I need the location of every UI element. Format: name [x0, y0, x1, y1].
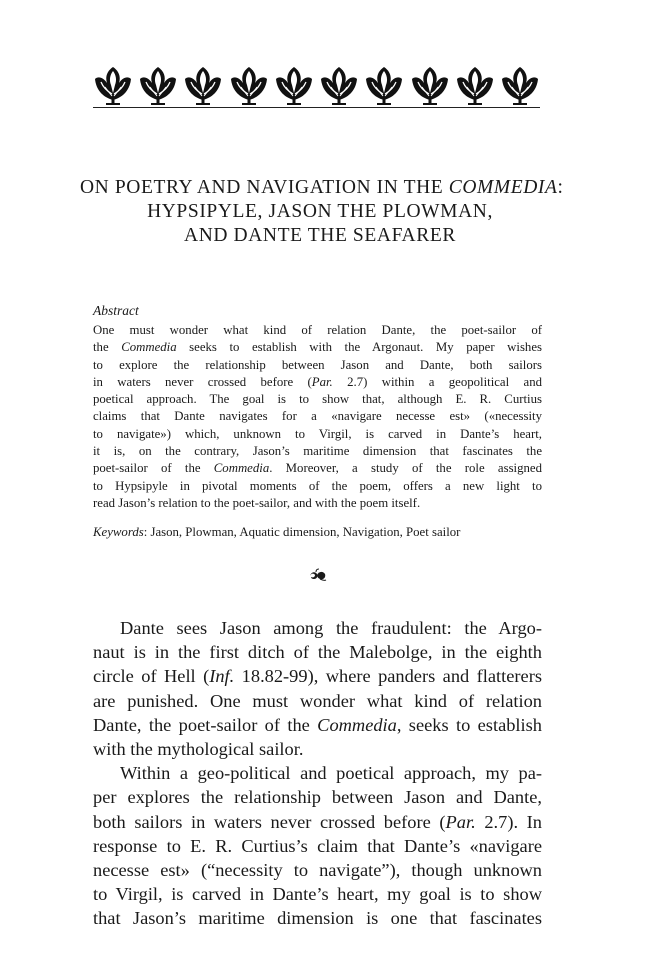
abstract-line — [93, 478, 542, 495]
title-line-1 — [80, 176, 564, 200]
body-line — [93, 689, 542, 713]
text-segment: Within a geo-political and poetical approach, my pa- — [120, 763, 542, 784]
lotus-flower-ornament-icon — [319, 63, 359, 105]
lotus-flower-ornament-icon — [274, 63, 314, 105]
article-title — [80, 176, 564, 248]
text-segment: to navigate») which, unknown to Virgil, is carved in Dante’s heart, — [93, 426, 542, 441]
title-line-1-italic: COMMEDIA — [448, 177, 558, 198]
text-segment: One must wonder what kind of relation Dante, the poet-sailor of — [93, 323, 542, 337]
body-line — [93, 882, 542, 906]
abstract-line — [93, 322, 542, 339]
abstract-line — [93, 391, 542, 408]
text-segment: Dante sees Jason among the fraudulent: the Argo- — [120, 618, 542, 638]
title-line-3: AND DANTE THE SEAFARER — [184, 225, 456, 246]
body-line — [93, 858, 542, 882]
lotus-flower-ornament-icon — [183, 63, 223, 105]
text-segment: , seeks to establish — [396, 714, 543, 735]
body-line — [93, 640, 542, 664]
abstract-text — [93, 322, 542, 512]
italic-term: Commedia — [121, 340, 177, 355]
abstract-line — [93, 374, 542, 391]
lotus-flower-ornament-icon — [500, 63, 540, 105]
keywords-text: : Jason, Plowman, Aquatic dimension, Navigation, Poet sailor — [143, 525, 461, 539]
ornament-band — [93, 60, 540, 105]
text-segment: Dante, the poet-sailor of the — [93, 714, 318, 735]
text-segment: to Virgil, is carved in Dante’s heart, my goal is to show — [93, 884, 542, 905]
lotus-flower-ornament-icon — [93, 63, 133, 105]
italic-term: Par. — [445, 811, 476, 832]
abstract-line — [93, 339, 542, 356]
text-segment: . Moreover, a study of the role assigned — [269, 461, 542, 476]
title-line-1-text: ON POETRY AND NAVIGATION IN THE — [80, 177, 449, 198]
text-segment: both sailors in waters never crossed before ( — [93, 811, 446, 832]
abstract-line — [93, 443, 542, 460]
abstract-line — [93, 357, 542, 374]
text-segment: poet-sailor of the — [93, 461, 214, 476]
text-segment: it is, on the contrary, Jason’s maritime dimension that fascinates the — [93, 444, 542, 459]
text-segment: that Jason’s maritime dimension is one that fascinates — [93, 908, 542, 929]
body-line — [93, 616, 542, 640]
text-segment: naut is in the first ditch of the Malebolge, in the eighth — [93, 642, 542, 663]
body-line — [93, 664, 542, 688]
text-segment: necesse est» (“necessity to navigate”), though unknown — [93, 860, 542, 881]
text-segment: 18.82-99), where panders and flatterers — [234, 666, 543, 687]
keywords — [93, 524, 542, 541]
body-line — [93, 834, 542, 858]
body-line — [93, 785, 542, 809]
lotus-flower-ornament-icon — [229, 63, 269, 105]
text-segment: the — [93, 340, 122, 355]
text-segment: to Hypsipyle in pivotal moments of the poem, offers a new light to — [93, 478, 542, 493]
text-segment: are punished. One must wonder what kind of relation — [93, 690, 542, 711]
abstract-line — [93, 408, 542, 425]
abstract-label: Abstract — [93, 303, 139, 318]
lotus-flower-ornament-icon — [455, 63, 495, 105]
text-segment: seeks to establish with the Argonaut. My paper wishes — [176, 340, 542, 355]
lotus-flower-ornament-icon — [410, 63, 450, 105]
text-segment: response to E. R. Curtius’s claim that Dante’s «navigare — [93, 835, 542, 856]
abstract-line — [93, 460, 542, 477]
italic-term: Par. — [311, 374, 333, 389]
text-segment: 2.7). In — [475, 811, 543, 832]
hedera-fleuron-icon — [308, 567, 328, 583]
italic-term: Commedia — [317, 714, 397, 735]
lotus-flower-ornament-icon — [138, 63, 178, 105]
text-segment: to explore the relationship between Jason and Dante, both sailors — [93, 357, 542, 372]
text-segment: with the mythological sailor. — [93, 739, 304, 760]
body-line — [93, 810, 542, 834]
lotus-flower-ornament-icon — [364, 63, 404, 105]
header-rule — [93, 107, 540, 108]
text-segment: poetical approach. The goal is to show that, although E. R. Curtius — [93, 392, 542, 407]
text-segment: per explores the relationship between Jason and Dante, — [93, 787, 542, 808]
text-segment: 2.7) within a geopolitical and — [332, 374, 542, 389]
text-segment: circle of Hell ( — [93, 666, 210, 687]
abstract-line — [93, 495, 542, 512]
body-line — [93, 761, 542, 785]
italic-term: Commedia — [213, 461, 270, 476]
body-line — [93, 713, 542, 737]
abstract-line — [93, 426, 542, 443]
text-segment: read Jason’s relation to the poet-sailor, and with the poem itself. — [93, 495, 421, 510]
title-line-2: HYPSIPYLE, JASON THE PLOWMAN, — [147, 201, 493, 222]
keywords-label: Keywords — [93, 525, 144, 539]
text-segment: claims that Dante navigates for a «navigare necesse est» («necessity — [93, 409, 542, 424]
body-paragraphs — [93, 616, 542, 931]
body-line — [93, 737, 542, 761]
italic-term: Inf. — [209, 666, 235, 687]
text-segment: in waters never crossed before ( — [93, 374, 312, 389]
body-line — [93, 906, 542, 930]
title-line-1-end: : — [557, 177, 564, 198]
